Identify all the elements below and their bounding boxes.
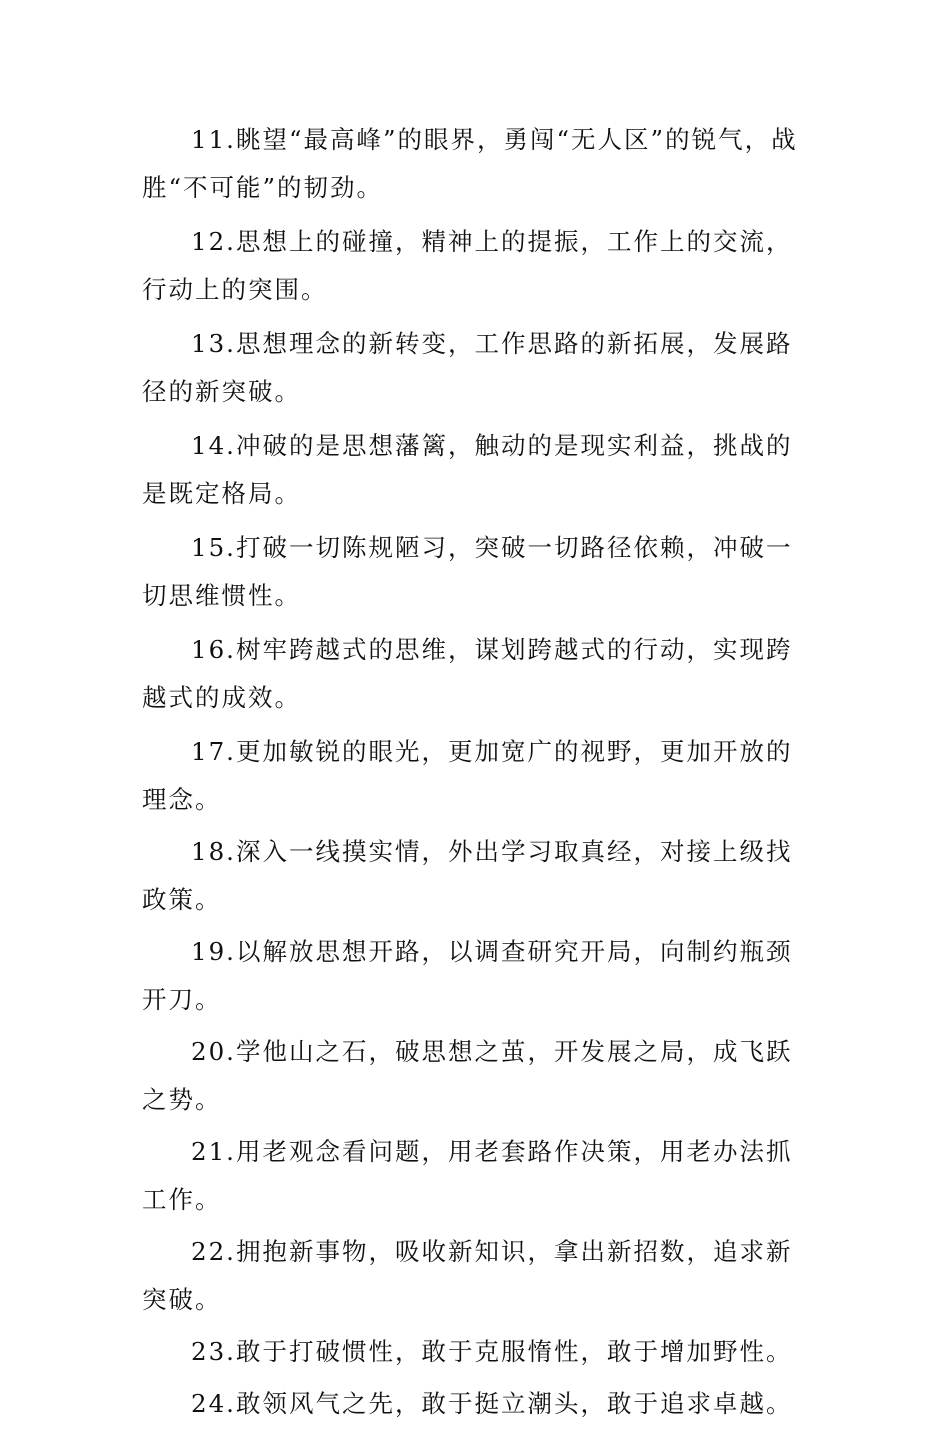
list-item <box>142 928 808 1024</box>
item-number: 19. <box>191 937 236 966</box>
item-text: 树牢跨越式的思维，谋划跨越式的行动，实现跨越式的成效。 <box>142 635 793 712</box>
item-text: 打破一切陈规陋习，突破一切路径依赖，冲破一切思维惯性。 <box>142 533 793 610</box>
item-text: 学他山之石，破思想之茧，开发展之局，成飞跃之势。 <box>142 1037 793 1114</box>
item-text: 深入一线摸实情，外出学习取真经，对接上级找政策。 <box>142 837 793 914</box>
list-item <box>142 728 808 824</box>
item-text: 敢领风气之先，敢于挺立潮头，敢于追求卓越。 <box>235 1389 793 1418</box>
item-number: 18. <box>191 837 236 866</box>
item-number: 13. <box>191 329 236 358</box>
item-text: 用老观念看问题，用老套路作决策，用老办法抓工作。 <box>142 1137 793 1214</box>
item-number: 20. <box>191 1037 236 1066</box>
item-text: 冲破的是思想藩篱，触动的是现实利益，挑战的是既定格局。 <box>142 431 793 508</box>
item-text: 思想上的碰撞，精神上的提振，工作上的交流，行动上的突围。 <box>142 227 793 304</box>
item-text: 敢于打破惯性，敢于克服惰性，敢于增加野性。 <box>235 1337 793 1366</box>
list-item <box>142 1380 808 1428</box>
item-number: 17. <box>191 737 236 766</box>
list-item <box>142 524 808 620</box>
list-item <box>142 1328 808 1376</box>
item-text: 拥抱新事物，吸收新知识，拿出新招数，追求新突破。 <box>142 1237 793 1314</box>
item-number: 11. <box>191 125 236 154</box>
item-number: 24. <box>191 1389 236 1418</box>
list-item <box>142 422 808 518</box>
item-text: 思想理念的新转变，工作思路的新拓展，发展路径的新突破。 <box>142 329 793 406</box>
item-text: 以解放思想开路，以调查研究开局，向制约瓶颈开刀。 <box>142 937 793 1014</box>
list-item <box>142 1228 808 1324</box>
item-number: 12. <box>191 227 236 256</box>
document-body <box>142 116 808 1432</box>
item-number: 14. <box>191 431 236 460</box>
list-item <box>142 218 808 314</box>
item-text: 眺望“最高峰”的眼界，勇闯“无人区”的锐气，战胜“不可能”的韧劲。 <box>142 125 798 202</box>
list-item <box>142 1028 808 1124</box>
item-number: 23. <box>191 1337 236 1366</box>
list-item <box>142 828 808 924</box>
item-number: 16. <box>191 635 236 664</box>
list-item <box>142 626 808 722</box>
list-item <box>142 320 808 416</box>
list-item <box>142 1128 808 1224</box>
item-number: 15. <box>191 533 236 562</box>
list-item <box>142 116 808 212</box>
item-number: 21. <box>191 1137 236 1166</box>
item-number: 22. <box>191 1237 236 1266</box>
item-text: 更加敏锐的眼光，更加宽广的视野，更加开放的理念。 <box>142 737 793 814</box>
